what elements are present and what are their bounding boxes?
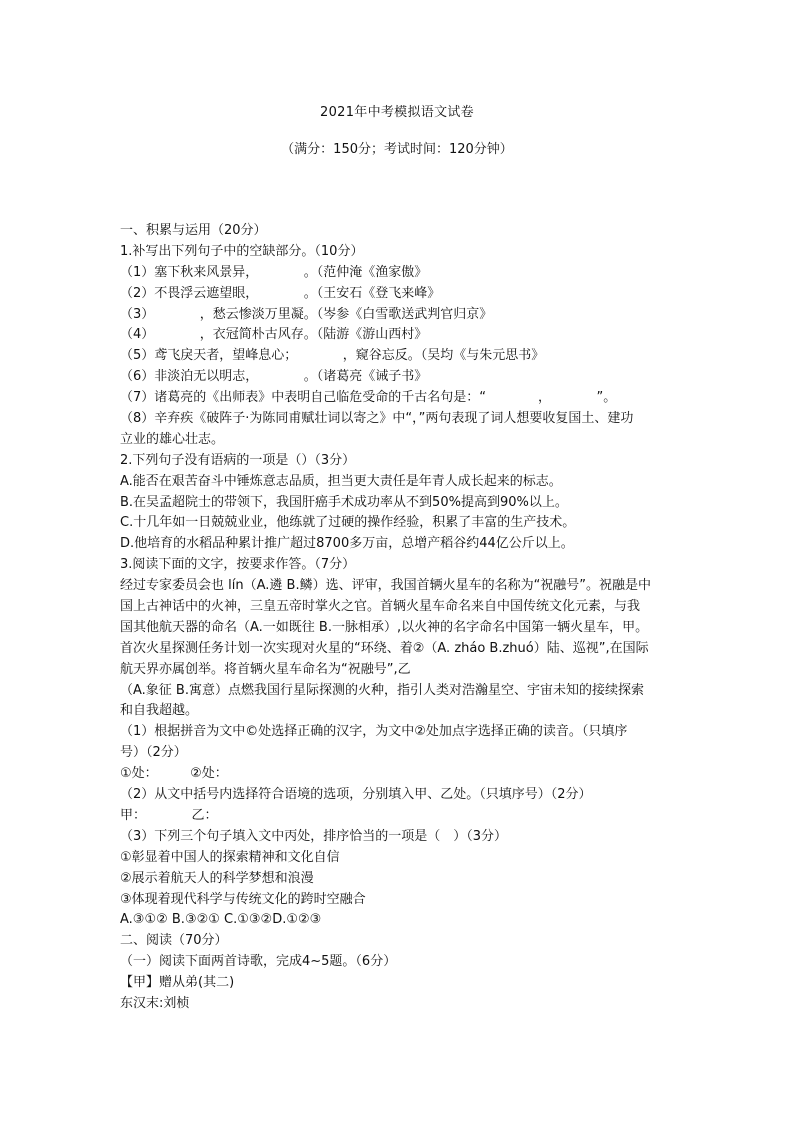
- text-line: 国其他航天器的命名（A.一如既往 B.一脉相承）,以火神的名字命名中国第一辆火星车，甲。: [120, 619, 649, 635]
- text-line: 【甲】赠从弟(其二): [120, 975, 235, 991]
- text-line: 东汉末:刘桢: [120, 995, 190, 1011]
- exam-subtitle: （满分：150分；考试时间：120分钟）: [281, 142, 513, 157]
- text-line: 号）（2分）: [120, 745, 187, 761]
- text-line: A.③①② B.③②① C.①③②D.①②③: [120, 912, 322, 928]
- text-line: ①彰显着中国人的探索精神和文化自信: [120, 849, 340, 865]
- text-line: ①处： ②处：: [120, 766, 228, 782]
- text-line: （3） ，愁云惨淡万里凝。（岑参《白雪歌送武判官归京》: [120, 306, 493, 322]
- text-line: （8）辛弃疾《破阵子·为陈同甫赋壮词以寄之》中“，”两句表现了词人想要收复国土、建功: [120, 411, 634, 427]
- text-line: 首次火星探测任务计划一次实现对火星的“环绕、着②（A. zháo B.zhuó）陆、巡视”,在国际: [120, 640, 649, 656]
- text-line: 2.下列句子没有语病的一项是（）（3分）: [120, 452, 356, 468]
- text-line: B.在吴孟超院士的带领下，我国肝癌手术成功率从不到50%提高到90%以上。: [120, 494, 568, 510]
- text-line: C.十几年如一日兢兢业业，他练就了过硬的操作经验，积累了丰富的生产技术。: [120, 515, 576, 531]
- text-line: ③体现着现代科学与传统文化的跨时空融合: [120, 891, 366, 907]
- text-line: D.他培育的水稻品种累计推广超过8700多万亩，总增产稻谷约44亿公斤以上。: [120, 536, 574, 552]
- text-line: 3.阅读下面的文字，按要求作答。（7分）: [120, 557, 356, 573]
- text-line: （7）诸葛亮的《出师表》中表明自己临危受命的千古名句是：“ ， ”。: [120, 390, 617, 406]
- text-line: （6）非淡泊无以明志， 。（诸葛亮《诫子书》: [120, 369, 428, 385]
- text-line: 二、阅读（70分）: [120, 933, 228, 949]
- text-line: （一）阅读下面两首诗歌，完成4~5题。（6分）: [120, 954, 397, 970]
- text-line: （2）不畏浮云遮望眼， 。（王安石《登飞来峰》: [120, 285, 441, 301]
- text-line: 1.补写出下列句子中的空缺部分。（10分）: [120, 243, 364, 259]
- text-line: （1）塞下秋来风景异， 。（范仲淹《渔家傲》: [120, 264, 428, 280]
- text-line: （4） ，衣冠简朴古风存。（陆游《游山西村》: [120, 327, 428, 343]
- text-line: 甲： 乙：: [120, 807, 218, 823]
- text-line: 立业的雄心壮志。: [120, 431, 225, 447]
- text-line: （3）下列三个句子填入文中丙处，排序恰当的一项是（ ）（3分）: [120, 828, 508, 844]
- text-line: （2）从文中括号内选择符合语境的选项，分别填入甲、乙处。（只填序号）（2分）: [120, 787, 592, 803]
- text-line: ②展示着航天人的科学梦想和浪漫: [120, 870, 314, 886]
- text-line: 经过专家委员会也 lín（A.遴 B.鳞）选、评审，我国首辆火星车的名称为“祝融号”。祝融是中: [120, 578, 652, 594]
- text-line: 和自我超越。: [120, 703, 199, 719]
- text-line: A.能否在艰苦奋斗中锤炼意志品质，担当更大责任是年青人成长起来的标志。: [120, 473, 562, 489]
- exam-body: [120, 221, 685, 1015]
- text-line: （1）根据拼音为文中©处选择正确的汉字，为文中②处加点字选择正确的读音。（只填序: [120, 724, 628, 740]
- text-line: （A.象征 B.寓意）点燃我国行星际探测的火种，指引人类对浩瀚星空、宇宙未知的接续探索: [120, 682, 644, 698]
- exam-title: 2021年中考模拟语文试卷: [320, 105, 474, 120]
- text-line: （5）鸢飞戾天者，望峰息心； ，窥谷忘反。（吴均《与朱元思书》: [120, 348, 545, 364]
- text-line: 国上古神话中的火神，三皇五帝时掌火之官。首辆火星车命名来自中国传统文化元素，与我: [120, 599, 641, 615]
- text-line: 一、积累与运用（20分）: [120, 223, 267, 238]
- text-line: 航天界亦属创举。将首辆火星车命名为“祝融号”,乙: [120, 661, 411, 677]
